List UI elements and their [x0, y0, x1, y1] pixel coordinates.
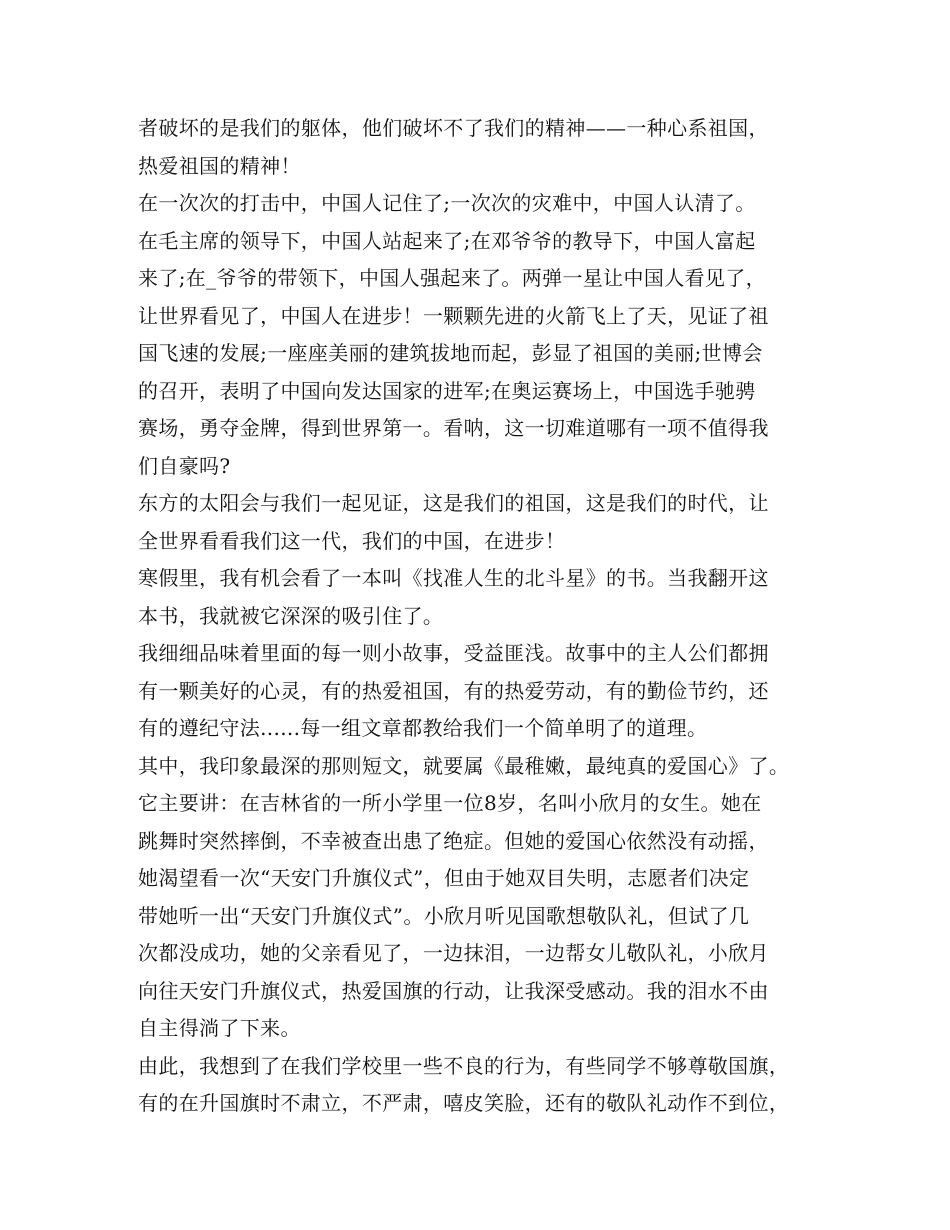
text-line: 来了;在_爷爷的带领下，中国人强起来了。两弹一星让中国人看见了， — [138, 266, 766, 290]
text-line: 者破坏的是我们的躯体，他们破坏不了我们的精神——一种心系祖国， — [138, 116, 769, 140]
text-line: 有一颗美好的心灵，有的热爱祖国，有的热爱劳动，有的勤俭节约，还 — [138, 678, 769, 703]
text-line: 我细细品味着里面的每一则小故事，受益匪浅。故事中的主人公们都拥 — [138, 641, 769, 665]
text-line: 寒假里，我有机会看了一本叫《找准人生的北斗星》的书。当我翻开这 — [138, 566, 769, 590]
text-line: 东方的太阳会与我们一起见证，这是我们的祖国，这是我们的时代，让 — [138, 491, 769, 515]
text-line: 有的在升国旗时不肃立，不严肃，嘻皮笑脸，还有的敬队礼动作不到位， — [138, 1091, 790, 1115]
text-line: 赛场，勇夺金牌，得到世界第一。看呐，这一切难道哪有一项不值得我 — [138, 416, 769, 440]
text-line: 她渴望看一次“天安门升旗仪式”，但由于她双目失明，志愿者们决定 — [138, 866, 750, 890]
text-line: 本书，我就被它深深的吸引住了。 — [138, 603, 444, 628]
document-body — [138, 110, 828, 1123]
text-line: 次都没成功，她的父亲看见了，一边抹泪，一边帮女儿敬队礼，小欣月 — [138, 941, 769, 965]
text-line: 其中，我印象最深的那则短文，就要属《最稚嫩，最纯真的爱国心》了。 — [138, 753, 790, 778]
text-line: 的召开，表明了中国向发达国家的进军;在奥运赛场上，中国选手驰骋 — [138, 378, 756, 403]
text-line: 国飞速的发展;一座座美丽的建筑拔地而起，彭显了祖国的美丽;世博会 — [138, 341, 763, 365]
text-line: 有的遵纪守法......每一组文章都教给我们一个简单明了的道理。 — [138, 716, 708, 740]
text-line: 向往天安门升旗仪式，热爱国旗的行动，让我深受感动。我的泪水不由 — [138, 978, 769, 1003]
text-line: 在毛主席的领导下，中国人站起来了;在邓爷爷的教导下，中国人富起 — [138, 228, 756, 253]
text-line: 跳舞时突然摔倒，不幸被查出患了绝症。但她的爱国心依然没有动摇， — [138, 828, 769, 853]
text-line: 由此，我想到了在我们学校里一些不良的行为，有些同学不够尊敬国旗， — [138, 1053, 790, 1078]
text-line: 热爱祖国的精神！ — [138, 153, 301, 178]
text-line: 让世界看见了，中国人在进步！一颗颗先进的火箭飞上了天，见证了祖 — [138, 303, 769, 328]
text-line: 全世界看看我们这一代，我们的中国，在进步！ — [138, 528, 566, 553]
text-line: 它主要讲：在吉林省的一所小学里一位8岁，名叫小欣月的女生。她在 — [138, 791, 762, 815]
text-line: 自主得淌了下来。 — [138, 1016, 301, 1040]
text-line: 在一次次的打击中，中国人记住了;一次次的灾难中，中国人认清了。 — [138, 191, 756, 215]
text-line: 们自豪吗? — [138, 453, 231, 478]
text-line: 带她听一出“天安门升旗仪式”。小欣月听见国歌想敬队礼，但试了几 — [138, 903, 750, 928]
